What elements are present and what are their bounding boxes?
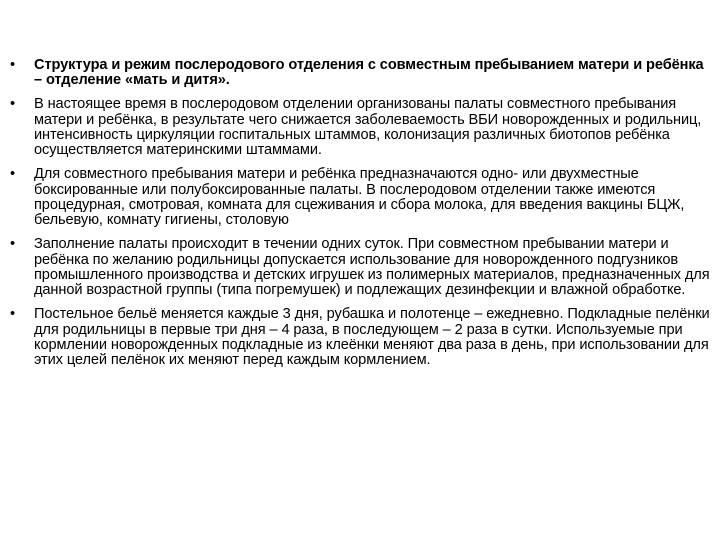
- bullet-item: [10, 307, 710, 369]
- bullet-text: Структура и режим послеродового отделения с совместным пребыванием матери и ребёнка – отделение «мать и дитя».: [34, 57, 704, 89]
- bullet-list: [10, 58, 710, 377]
- bullet-text: Заполнение палаты происходит в течении одних суток. При совместном пребывании матери и ребёнка по желанию родильницы допускается использование для новорожденного подгузников промышленного производства и детских игрушек из полимерных материалов, предназначенных для данной возрастной группы (типа погремушек) и подлежащих дезинфекции и влажной обработке.: [34, 236, 710, 299]
- bullet-item: [10, 237, 710, 299]
- bullet-text: Постельное бельё меняется каждые 3 дня, рубашка и полотенце – ежедневно. Подкладные пелёнки для родильницы в первые три дня – 4 раза, в последующем – 2 раза в сутки. Используемые при кормлении новорожденных подкладные из клеёнки меняют два раза в день, при использовании для этих целей пелёнок их меняют перед каждым кормлением.: [34, 306, 710, 369]
- bullet-item: [10, 97, 710, 159]
- bullet-text: Для совместного пребывания матери и ребёнка предназначаются одно- или двухместные боксированные или полубоксированные палаты. В послеродовом отделении также имеются процедурная, смотровая, комната для сцеживания и сбора молока, для введения вакцины БЦЖ, бельевую, комнату гигиены, столовую: [34, 166, 685, 229]
- bullet-item-title: [10, 58, 710, 89]
- bullet-dot-icon: •: [10, 306, 16, 323]
- bullet-dot-icon: •: [10, 236, 16, 253]
- bullet-item: [10, 167, 710, 229]
- bullet-dot-icon: •: [10, 96, 16, 113]
- bullet-text: В настоящее время в послеродовом отделении организованы палаты совместного пребывания матери и ребёнка, в результате чего снижается заболеваемость ВБИ новорожденных и родильниц, интенсивность циркуляции госпитальных штаммов, колонизация различных биотопов ребёнка осуществляется материнскими штаммами.: [34, 96, 702, 159]
- bullet-dot-icon: •: [10, 166, 16, 183]
- bullet-dot-icon: •: [10, 57, 16, 73]
